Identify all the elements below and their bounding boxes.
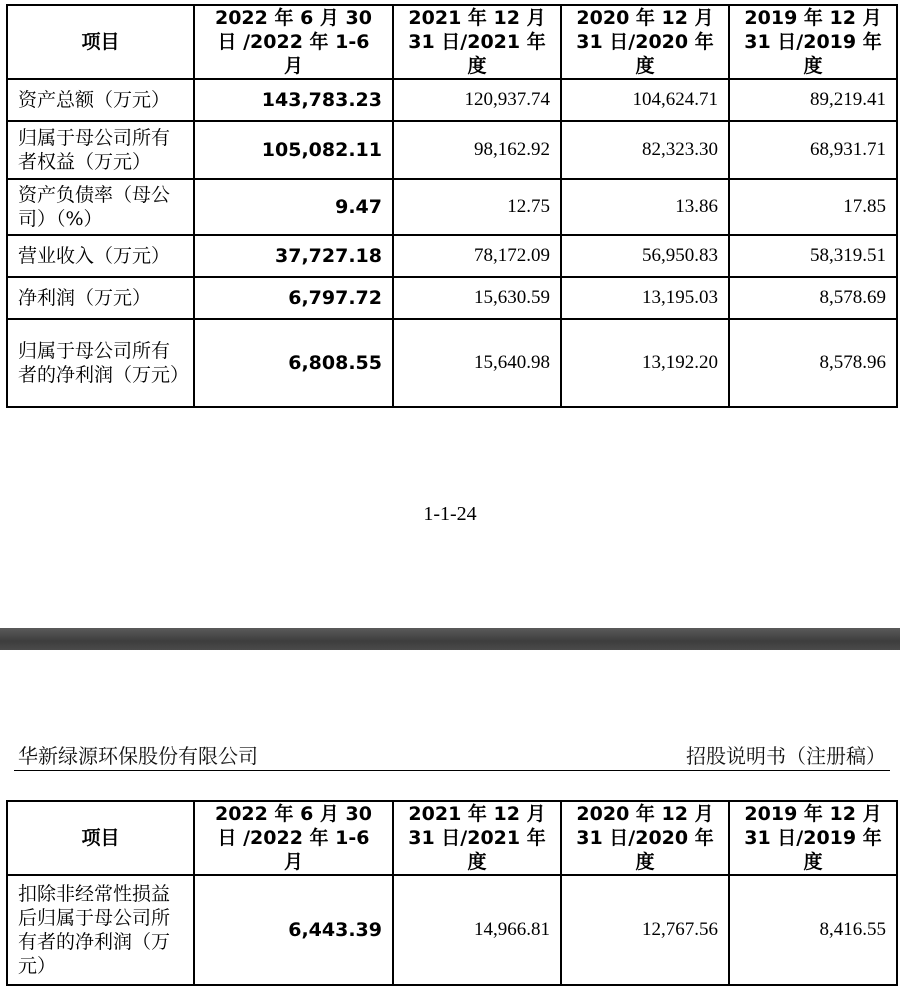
value-2022: 9.47 <box>194 179 393 235</box>
header-2021: 2021 年 12 月 31 日/2021 年度 <box>393 5 561 79</box>
header-rule <box>14 770 890 771</box>
table-header-row <box>7 801 897 875</box>
table-row <box>7 875 897 985</box>
value-2021: 120,937.74 <box>393 79 561 121</box>
value-2020: 13,195.03 <box>561 277 729 319</box>
value-2019: 8,416.55 <box>729 875 897 985</box>
table-row <box>7 235 897 277</box>
table-row <box>7 179 897 235</box>
value-2022: 6,797.72 <box>194 277 393 319</box>
value-2021: 78,172.09 <box>393 235 561 277</box>
row-label: 净利润（万元） <box>7 277 194 319</box>
row-label: 营业收入（万元） <box>7 235 194 277</box>
table-row <box>7 121 897 179</box>
header-2022: 2022 年 6 月 30 日 /2022 年 1-6 月 <box>194 801 393 875</box>
value-2020: 12,767.56 <box>561 875 729 985</box>
value-2022: 143,783.23 <box>194 79 393 121</box>
page-divider <box>0 628 900 650</box>
financial-summary-table <box>6 4 898 408</box>
value-2019: 8,578.96 <box>729 319 897 407</box>
row-label: 资产负债率（母公司）（%） <box>7 179 194 235</box>
value-2019: 17.85 <box>729 179 897 235</box>
value-2021: 12.75 <box>393 179 561 235</box>
value-2019: 68,931.71 <box>729 121 897 179</box>
value-2019: 8,578.69 <box>729 277 897 319</box>
table-row <box>7 79 897 121</box>
header-2021: 2021 年 12 月 31 日/2021 年度 <box>393 801 561 875</box>
value-2021: 15,630.59 <box>393 277 561 319</box>
header-2019: 2019 年 12 月 31 日/2019 年度 <box>729 5 897 79</box>
value-2020: 13,192.20 <box>561 319 729 407</box>
value-2020: 56,950.83 <box>561 235 729 277</box>
value-2021: 14,966.81 <box>393 875 561 985</box>
header-2020: 2020 年 12 月 31 日/2020 年度 <box>561 5 729 79</box>
value-2022: 6,808.55 <box>194 319 393 407</box>
row-label: 归属于母公司所有者的净利润（万元） <box>7 319 194 407</box>
document-title: 招股说明书（注册稿） <box>686 744 886 768</box>
header-2019: 2019 年 12 月 31 日/2019 年度 <box>729 801 897 875</box>
row-label: 归属于母公司所有者权益（万元） <box>7 121 194 179</box>
value-2022: 6,443.39 <box>194 875 393 985</box>
page-number: 1-1-24 <box>423 503 477 525</box>
value-2020: 82,323.30 <box>561 121 729 179</box>
row-label: 资产总额（万元） <box>7 79 194 121</box>
value-2022: 37,727.18 <box>194 235 393 277</box>
table-header-row <box>7 5 897 79</box>
header-item: 项目 <box>7 5 194 79</box>
value-2021: 15,640.98 <box>393 319 561 407</box>
value-2019: 89,219.41 <box>729 79 897 121</box>
header-2020: 2020 年 12 月 31 日/2020 年度 <box>561 801 729 875</box>
table-row <box>7 277 897 319</box>
financial-summary-table-continued <box>6 800 898 986</box>
row-label: 扣除非经常性损益后归属于母公司所有者的净利润（万元） <box>7 875 194 985</box>
company-name: 华新绿源环保股份有限公司 <box>18 744 258 768</box>
header-2022: 2022 年 6 月 30 日 /2022 年 1-6 月 <box>194 5 393 79</box>
header-item: 项目 <box>7 801 194 875</box>
value-2020: 104,624.71 <box>561 79 729 121</box>
value-2021: 98,162.92 <box>393 121 561 179</box>
value-2022: 105,082.11 <box>194 121 393 179</box>
value-2019: 58,319.51 <box>729 235 897 277</box>
value-2020: 13.86 <box>561 179 729 235</box>
table-row <box>7 319 897 407</box>
